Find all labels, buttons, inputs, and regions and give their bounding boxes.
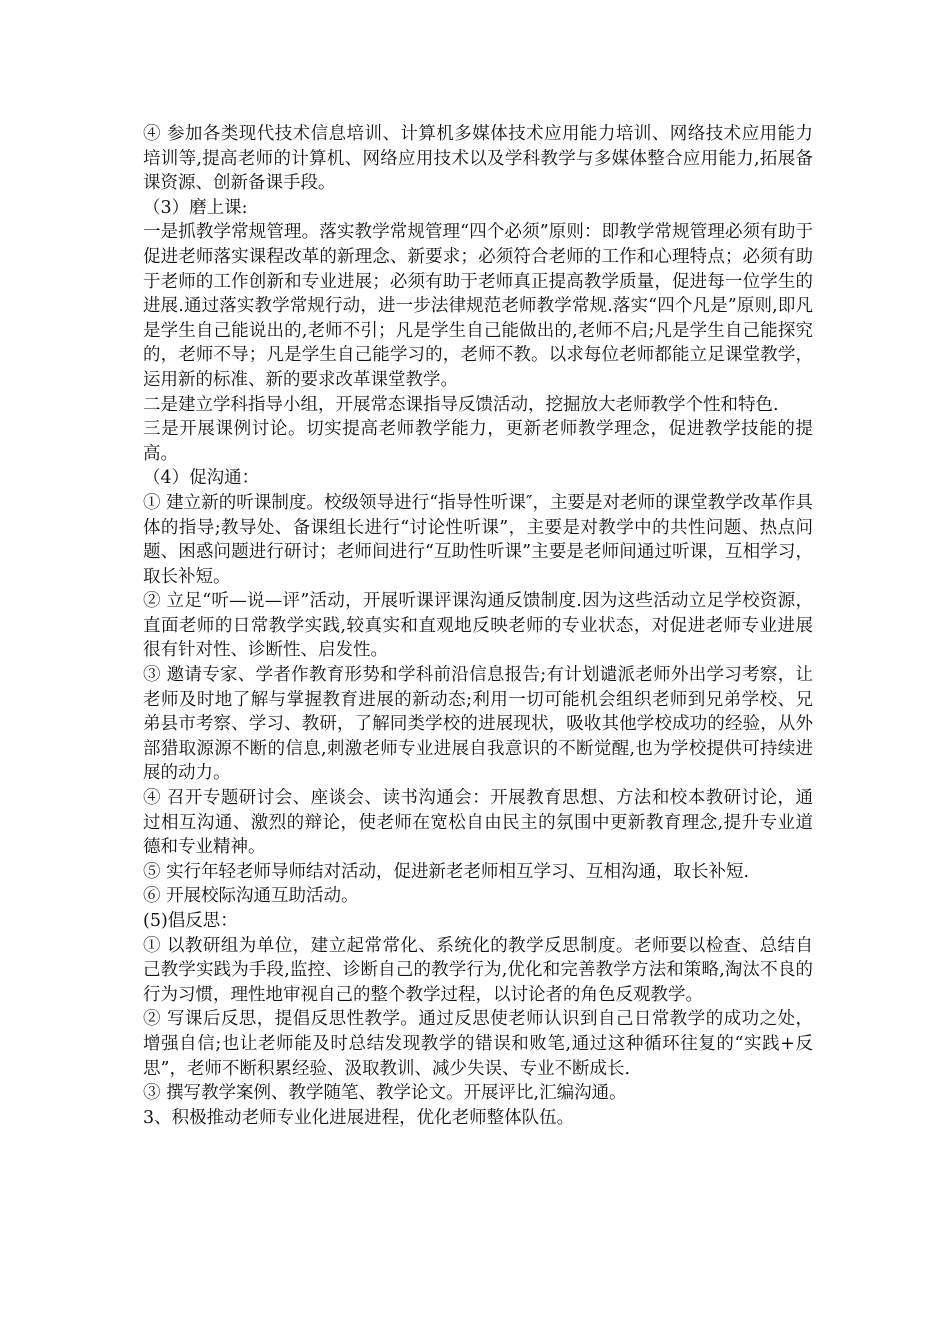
- paragraph-seminars: ④ 召开专题研讨会、座谈会、读书沟通会：开展教育思想、方法和校本教研讨论，通过相互沟通、激烈的辩论，使老师在宽松自由民主的氛围中更新教育理念,提升专业道德和专业精神。: [143, 788, 813, 858]
- heading-lesson-polishing: （3）磨上课:: [143, 197, 248, 218]
- heading-reflection: (5)倡反思：: [143, 911, 238, 931]
- paragraph-tech-training: ④ 参加各类现代技术信息培训、计算机多媒体技术应用能力培训、网络技术应用能力培训等,提高老师的计算机、网络应用技术以及学科教学与多媒体整合应用能力,拓展备课资源、创新备课手段。: [143, 124, 813, 194]
- paragraph-mentoring: ⑤ 实行年轻老师导师结对活动，促进新老老师相互学习、互相沟通，取长补短.: [143, 861, 750, 882]
- paragraph-listen-speak-evaluate: ② 立足“听—说—评”活动，开展听课评课沟通反馈制度.因为这些活动立足学校资源，直面老师的日常教学实践,较真实和直观地反映老师的专业状态，对促进老师专业进展很有针对性、诊断性、启发性。: [143, 591, 813, 661]
- paragraph-inter-school: ⑥ 开展校际沟通互助活动。: [143, 886, 359, 907]
- paragraph-reflection-system: ① 以教研组为单位，建立起常常化、系统化的教学反思制度。老师要以检查、总结自己教学实践为手段,监控、诊断自己的教学行为,优化和完善教学方法和策略,淘汰不良的行为习惯，理性地审视自己的整个教学过程，以讨论者的角色反观教学。: [143, 935, 813, 1005]
- paragraph-post-lesson-reflection: ② 写课后反思，提倡反思性教学。通过反思使老师认识到自己日常教学的成功之处，增强自信;也让老师能及时总结发现教学的错误和败笔,通过这种循环往复的“实践+反思”，老师不断积累经验、汲取教训、减少失误、专业不断成长.: [143, 1009, 813, 1079]
- paragraph-lesson-observation: ① 建立新的听课制度。校级领导进行“指导性听课″，主要是对老师的课堂教学改革作具体的指导;教导处、备课组长进行“讨论性听课”，主要是对教学中的共性问题、热点问题、困惑问题进行研讨；老师间进行“互助性听课”主要是老师间通过听课，互相学习，取长补短。: [143, 492, 813, 587]
- paragraph-professionalization: 3、积极推动老师专业化进展进程，优化老师整体队伍。: [143, 1107, 575, 1128]
- paragraph-case-discussion: 三是开展课例讨论。切实提高老师教学能力，更新老师教学理念，促进教学技能的提高。: [143, 419, 813, 464]
- paragraph-writing-cases: ③ 撰写教学案例、教学随笔、教学论文。开展评比,汇编沟通。: [143, 1083, 627, 1104]
- document-body: [143, 122, 813, 1130]
- paragraph-expert-reports: ③ 邀请专家、学者作教育形势和学科前沿信息报告;有计划谴派老师外出学习考察，让老师及时地了解与掌握教育进展的新动态;利用一切可能机会组织老师到兄弟学校、兄弟县市考察、学习、教研，了解同类学校的进展现状，吸收其他学校成功的经验，从外部猎取源源不断的信息,刺激老师专业进展自我意识的不断觉醒,也为学校提供可持续进展的动力。: [143, 665, 813, 784]
- paragraph-teaching-routine: 一是抓教学常规管理。落实教学常规管理“四个必须”原则：即教学常规管理必须有助于促进老师落实课程改革的新理念、新要求；必须符合老师的工作和心理特点；必须有助于老师的工作创新和专业进展；必须有助于老师真正提高教学质量，促进每一位学生的进展.通过落实教学常规行动，进一步法律规范老师教学常规.落实“四个凡是”原则,即凡是学生自己能说出的,老师不引；凡是学生自己能做出的,老师不启;凡是学生自己能探究的，老师不导；凡是学生自己能学习的，老师不教。以求每位老师都能立足课堂教学，运用新的标准、新的要求改革课堂教学。: [143, 222, 813, 390]
- heading-communication: （4）促沟通：: [143, 468, 260, 489]
- paragraph-subject-guidance: 二是建立学科指导小组，开展常态课指导反馈活动，挖掘放大老师教学个性和特色.: [143, 394, 779, 415]
